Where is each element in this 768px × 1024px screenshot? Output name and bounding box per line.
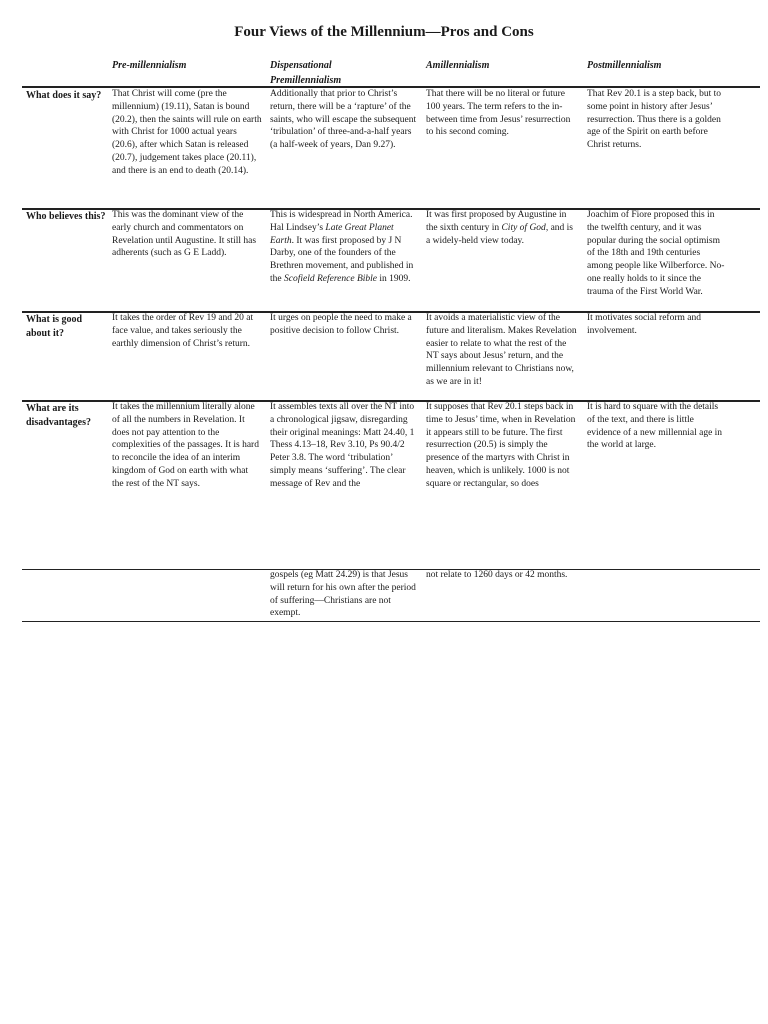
- table-cell: [426, 88, 578, 139]
- table-cell: [426, 312, 578, 389]
- table-cell: [270, 312, 420, 338]
- cell-text: It assembles texts all over the NT into a chronological jigsaw, disregarding their original meanings: Matt 24.40, 1 Thess 4.13–18, Rev 3.10, Ps 90.4/2 Peter 3.8. The word ‘tribulation’ simply means ‘suffering’. The clear message of Rev and the: [270, 402, 415, 489]
- column-header-postmillennialism: Postmillennialism: [587, 60, 662, 71]
- cell-text-italic: City of God: [501, 222, 546, 233]
- table-cell: [426, 401, 578, 491]
- table-cell: [587, 401, 727, 452]
- cell-text: It takes the order of Rev 19 and 20 at face value, and takes seriously the earthly dimension of Christ’s return.: [112, 313, 254, 349]
- row-label-disadvantages: What are its disadvantages?: [26, 403, 92, 428]
- cell-text: It avoids a materialistic view of the future and literalism. Makes Revelation easier to relate to what the rest of the NT says about Jesus’ return, and the millennium relevant to Christians now, as we are in it!: [426, 313, 577, 387]
- cell-text: That Rev 20.1 is a step back, but to some point in history after Jesus’ resurrection. Thus there is a golden age of the Spirit on earth before Christ returns.: [587, 89, 722, 151]
- cell-text: Additionally that prior to Christ’s return, there will be a ‘rapture’ of the saints, who will escape the subsequent ‘tribulation’ of three-and-a-half years (a half-week of years, Dan 9.27).: [270, 89, 417, 151]
- table-cell: [587, 312, 727, 338]
- continuation-dispensational: gospels (eg Matt 24.29) is that Jesus will return for his own after the period of suffering—Christians are not exempt.: [270, 570, 416, 619]
- table-cell: [426, 209, 578, 247]
- row-label-what-is-good: What is good about it?: [26, 314, 83, 339]
- table-cell: [270, 209, 420, 286]
- table-cell: [112, 312, 262, 350]
- page-title: Four Views of the Millennium—Pros and Cons: [234, 24, 534, 40]
- cell-text: This is widespread in North America. Hal Lindsey’s: [270, 210, 413, 233]
- cell-text-italic: Late Great Planet Earth: [270, 222, 394, 246]
- row-label-who-believes: Who believes this?: [26, 211, 106, 222]
- table-cell: [112, 88, 262, 178]
- cell-text: That Christ will come (pre the millennium) (19.11), Satan is bound (20.2), then the saints will rule on earth with Christ for 1000 actual years (20.6), after which Satan is released (20.7), judgement takes place (20.11), and there is an end to death (20.14).: [112, 89, 262, 176]
- cell-text: It was first proposed by Augustine in the sixth century in: [426, 210, 567, 233]
- cell-text: . It was first proposed by J N Darby, one of the founders of the Brethren movement, and published in the: [270, 235, 414, 284]
- column-header-premillennialism: Pre-millennialism: [112, 60, 187, 71]
- cell-text: It motivates social reform and involvement.: [587, 313, 701, 336]
- cell-text: It is hard to square with the details of the text, and there is little evidence of a new millennial age in the world at large.: [587, 402, 723, 451]
- table-cell: [587, 209, 727, 299]
- row-label-what-does-it-say: What does it say?: [26, 90, 102, 101]
- column-header-dispensational: Dispensational Premillennialism: [270, 60, 342, 86]
- cell-text: in 1909.: [377, 273, 411, 284]
- cell-text: It urges on people the need to make a positive decision to follow Christ.: [270, 313, 412, 336]
- table-cell: [587, 88, 727, 152]
- cell-text-italic: Scofield Reference Bible: [283, 273, 378, 284]
- row-divider: [22, 621, 760, 622]
- column-header-amillennialism: Amillennialism: [426, 60, 490, 71]
- cell-text: It supposes that Rev 20.1 steps back in time to Jesus’ time, when in Revelation it appears still to be future. The first resurrection (20.5) is simply the presence of the martyrs with Christ in heaven, which is unlikely. 1000 is not square or rectangular, so does: [426, 402, 576, 489]
- cell-text: It takes the millennium literally alone of all the numbers in Revelation. It does not pay attention to the complexities of the passages. It is hard to reconcile the idea of an interim kingdom of God on earth with what the rest of the NT says.: [112, 402, 259, 489]
- continuation-amillennial: not relate to 1260 days or 42 months.: [426, 570, 568, 580]
- cell-text: Joachim of Fiore proposed this in the twelfth century, and it was popular during the social optimism of the 18th and 19th centuries among people like Wilberforce. No-one really holds to it since the trauma of the First World War.: [587, 210, 725, 297]
- table-cell: [270, 401, 420, 491]
- table-cell: [112, 401, 262, 491]
- cell-text: This was the dominant view of the early church and commentators on Revelation until Augustine. It still has adherents (such as G E Ladd).: [112, 210, 257, 259]
- table-cell: [270, 88, 420, 152]
- cell-text: , and is a widely-held view today.: [426, 222, 573, 246]
- table-cell: [112, 209, 262, 260]
- cell-text: That there will be no literal or future 100 years. The term refers to the in-between time from Jesus’ resurrection to his second coming.: [426, 89, 571, 138]
